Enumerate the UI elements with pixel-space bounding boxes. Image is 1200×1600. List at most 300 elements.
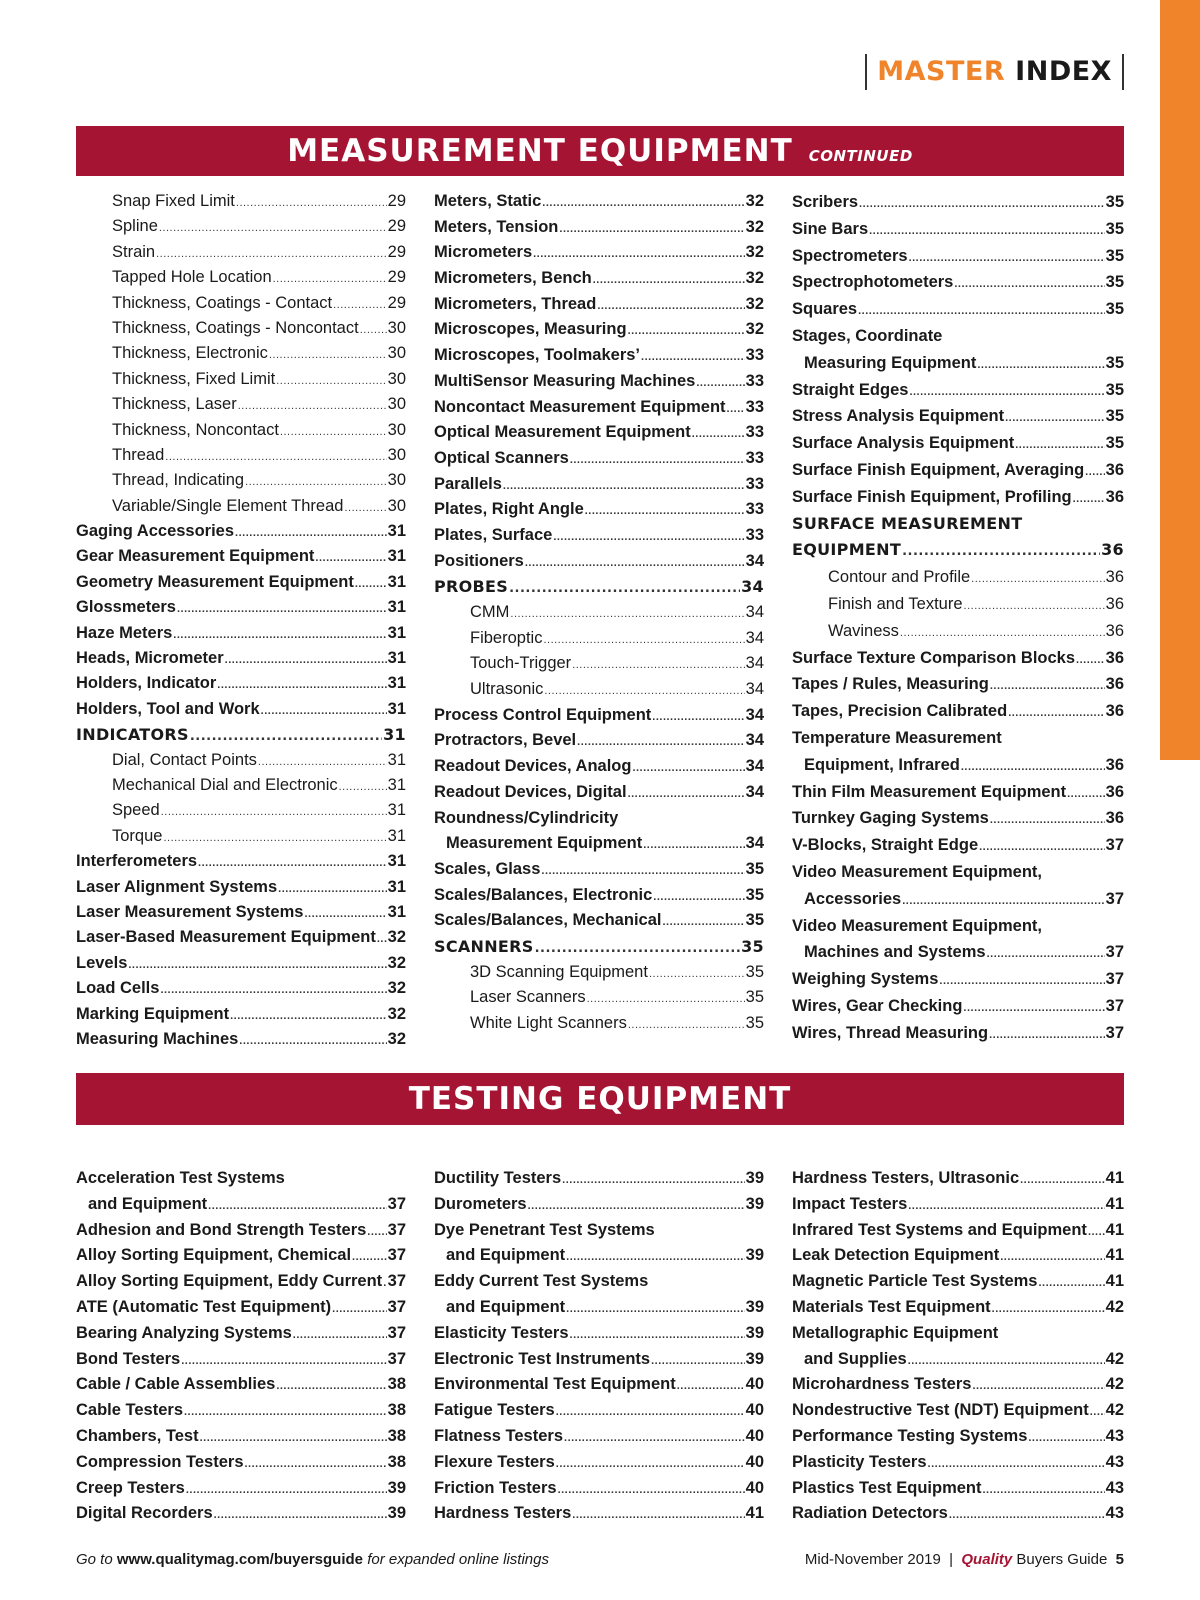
- index-entry: [792, 698, 1124, 725]
- entry-label: Tapes / Rules, Measuring: [792, 675, 989, 694]
- entry-label: Magnetic Particle Test Systems: [792, 1272, 1038, 1291]
- dot-leader: [662, 908, 744, 936]
- dot-leader: [225, 646, 387, 673]
- entry-label: Mechanical Dial and Electronic: [112, 775, 338, 794]
- dot-leader: [333, 291, 387, 318]
- page-ref: 37: [387, 1272, 406, 1291]
- page-ref: 35: [745, 885, 764, 904]
- dot-leader: [159, 214, 387, 241]
- page-ref: 37: [1105, 970, 1124, 989]
- dot-leader: [360, 316, 387, 343]
- index-entry: [76, 1269, 406, 1295]
- dot-leader: [1038, 1269, 1104, 1297]
- page-ref: 41: [1105, 1169, 1124, 1187]
- entry-label: Chambers, Test: [76, 1426, 199, 1445]
- page-ref: 42: [1105, 1401, 1124, 1420]
- entry-label: Measurement Equipment: [446, 834, 643, 853]
- page-ref: 41: [745, 1504, 764, 1523]
- index-entry: [76, 1002, 406, 1027]
- index-entry: [76, 646, 406, 671]
- index-entry: [792, 1398, 1124, 1424]
- dot-leader: [1000, 1243, 1104, 1271]
- entry-label: Video Measurement Equipment,: [792, 862, 1042, 881]
- dot-leader: [869, 216, 1105, 245]
- index-entry: [434, 754, 764, 780]
- page-ref: 36: [1105, 782, 1124, 801]
- entry-label: Protractors, Bevel: [434, 731, 577, 750]
- index-subentry: [76, 265, 406, 290]
- entry-label: Weighing Systems: [792, 970, 939, 989]
- dot-leader: [566, 1295, 744, 1323]
- page-ref: 37: [387, 1194, 406, 1213]
- index-entry: [76, 1347, 406, 1373]
- page-ref: 34: [745, 628, 764, 647]
- measurement-column-2: [434, 189, 764, 1037]
- page-ref: 30: [387, 496, 406, 515]
- dot-leader: [198, 849, 387, 876]
- index-subentry: [76, 798, 406, 823]
- index-entry-line: [434, 1269, 764, 1295]
- dot-leader: [543, 626, 744, 654]
- entry-label: Waviness: [828, 621, 899, 640]
- index-entry: [76, 925, 406, 950]
- index-subentry: [76, 392, 406, 417]
- index-entry: [434, 266, 764, 292]
- index-entry: [434, 292, 764, 318]
- dot-leader: [558, 1476, 745, 1504]
- page-ref: 36: [1105, 648, 1124, 667]
- dot-leader: [858, 296, 1105, 325]
- testing-section-title: TESTING EQUIPMENT: [408, 1081, 792, 1117]
- page-ref: 31: [387, 775, 406, 794]
- dot-leader: [245, 468, 387, 495]
- index-entry: [434, 1192, 764, 1218]
- dot-leader: [556, 1398, 745, 1426]
- index-entry-line: [792, 725, 1124, 752]
- page-ref: 31: [387, 623, 406, 642]
- index-entry: [434, 240, 764, 266]
- page-ref: 34: [745, 680, 764, 699]
- index-entry: [76, 1476, 406, 1502]
- dot-leader: [632, 754, 744, 782]
- index-subentry: [792, 618, 1124, 645]
- page-ref: 39: [387, 1504, 406, 1523]
- page-ref: 35: [1105, 407, 1124, 426]
- entry-label: Parallels: [434, 474, 502, 493]
- entry-label: Optical Scanners: [434, 448, 569, 467]
- dot-leader: [902, 886, 1104, 915]
- page-ref: 31: [387, 699, 406, 718]
- entry-label: Optical Measurement Equipment: [434, 423, 691, 442]
- entry-label: Fiberoptic: [470, 628, 543, 647]
- entry-label: Bearing Analyzing Systems: [76, 1323, 292, 1342]
- page-ref: 31: [387, 674, 406, 693]
- index-entry: [76, 1295, 406, 1321]
- dot-leader: [593, 266, 745, 294]
- dot-leader: [1005, 403, 1105, 432]
- dot-leader: [339, 773, 387, 800]
- orange-edge-tab: [1160, 0, 1200, 760]
- entry-label: Plates, Surface: [434, 525, 553, 544]
- dot-leader: [367, 1218, 386, 1246]
- entry-label: Microhardness Testers: [792, 1375, 972, 1394]
- entry-label: Holders, Tool and Work: [76, 699, 260, 718]
- page-ref: 32: [745, 243, 764, 262]
- dot-leader: [156, 240, 387, 267]
- page-ref: 35: [745, 859, 764, 878]
- dot-leader: [908, 1192, 1104, 1220]
- index-entry-continued: [792, 350, 1124, 377]
- index-entry: [792, 671, 1124, 698]
- page-ref: 33: [745, 346, 764, 365]
- entry-label: Scribers: [792, 193, 859, 211]
- entry-label: Stress Analysis Equipment: [792, 407, 1005, 426]
- footer-go-to: Go to: [76, 1551, 117, 1568]
- dot-leader: [230, 1002, 387, 1029]
- page-ref: 42: [1105, 1297, 1124, 1316]
- dot-leader: [585, 497, 745, 525]
- index-entry: [76, 621, 406, 646]
- page-ref: 34: [745, 551, 764, 570]
- entry-label: Wires, Gear Checking: [792, 996, 963, 1015]
- page-ref: 35: [1105, 353, 1124, 372]
- dot-leader: [214, 1501, 387, 1529]
- page-ref: 39: [745, 1169, 764, 1187]
- dot-leader: [315, 544, 386, 571]
- entry-label: Machines and Systems: [804, 943, 986, 962]
- dot-leader: [377, 925, 387, 952]
- page-ref: 32: [745, 217, 764, 236]
- entry-label: Process Control Equipment: [434, 705, 652, 724]
- entry-label: Roundness/Cylindricity: [434, 808, 619, 827]
- page-ref: 32: [387, 979, 406, 998]
- dot-leader: [236, 189, 387, 216]
- dot-leader: [1028, 1424, 1104, 1452]
- dot-leader: [542, 189, 744, 217]
- page-ref: 30: [387, 395, 406, 414]
- dot-leader: [238, 392, 387, 419]
- index-entry-continued: [792, 752, 1124, 779]
- entry-label: Thickness, Noncontact: [112, 420, 279, 439]
- entry-label: Thin Film Measurement Equipment: [792, 782, 1067, 801]
- page-ref: 30: [387, 445, 406, 464]
- dot-leader: [652, 703, 744, 731]
- dot-leader: [355, 570, 387, 597]
- master-word: MASTER: [877, 56, 1006, 87]
- entry-label: Thickness, Electronic: [112, 344, 268, 363]
- index-entry: [76, 544, 406, 569]
- dot-leader: [649, 960, 745, 988]
- dot-leader: [564, 1424, 745, 1452]
- page-ref: 37: [1105, 836, 1124, 855]
- entry-label: and Supplies: [804, 1349, 907, 1368]
- entry-label: Microscopes, Measuring: [434, 320, 627, 339]
- dot-leader: [181, 1347, 386, 1375]
- index-entry-line: [792, 323, 1124, 350]
- entry-label: SCANNERS: [434, 936, 534, 956]
- dot-leader: [163, 824, 386, 851]
- entry-label: Meters, Tension: [434, 217, 559, 236]
- entry-label: Durometers: [434, 1194, 527, 1213]
- index-entry: [792, 377, 1124, 404]
- entry-label: Elasticity Testers: [434, 1323, 569, 1342]
- page-ref: 36: [1105, 621, 1124, 640]
- entry-label: Impact Testers: [792, 1194, 908, 1213]
- dot-leader: [503, 472, 745, 500]
- dot-leader: [992, 1295, 1105, 1323]
- entry-label: Interferometers: [76, 852, 198, 871]
- page-ref: 36: [1105, 568, 1124, 587]
- entry-label: Flexure Testers: [434, 1452, 555, 1471]
- entry-label: Heads, Micrometer: [76, 649, 224, 668]
- footer-date: Mid-November 2019: [804, 1551, 941, 1568]
- entry-label: Thickness, Laser: [112, 395, 237, 414]
- entry-label: Plates, Right Angle: [434, 500, 584, 519]
- dot-leader: [572, 1501, 744, 1529]
- entry-label: Gaging Accessories: [76, 522, 235, 541]
- entry-label: Leak Detection Equipment: [792, 1246, 1000, 1265]
- index-entry-line: [792, 859, 1124, 886]
- dot-leader: [628, 317, 745, 345]
- page-ref: 33: [745, 397, 764, 416]
- dot-leader: [541, 857, 744, 885]
- page-ref: 39: [745, 1323, 764, 1342]
- dot-leader: [1088, 1218, 1105, 1246]
- index-entry-continued: [76, 1192, 406, 1218]
- index-category: [434, 574, 764, 600]
- page-ref: 39: [745, 1246, 764, 1265]
- page-ref: 31: [387, 547, 406, 566]
- entry-label: Hardness Testers, Ultrasonic: [792, 1169, 1020, 1187]
- dot-leader: [902, 537, 1100, 566]
- page-ref: 38: [387, 1375, 406, 1394]
- dot-leader: [964, 591, 1105, 620]
- index-category: [76, 722, 406, 747]
- dot-leader: [727, 395, 745, 423]
- dot-leader: [653, 883, 744, 911]
- page-ref: 37: [1105, 1023, 1124, 1042]
- entry-label: Scales, Glass: [434, 859, 541, 878]
- page-ref: 29: [387, 268, 406, 287]
- index-subentry: [76, 773, 406, 798]
- entry-label: Spline: [112, 217, 158, 236]
- dot-leader: [909, 243, 1105, 272]
- index-entry: [792, 296, 1124, 323]
- page-ref: 31: [387, 877, 406, 896]
- index-entry-continued: [792, 939, 1124, 966]
- dot-leader: [273, 265, 387, 292]
- entry-label: 3D Scanning Equipment: [470, 962, 648, 981]
- index-entry: [76, 1218, 406, 1244]
- index-entry: [76, 1243, 406, 1269]
- page-ref: 34: [745, 834, 764, 853]
- entry-label: Haze Meters: [76, 623, 173, 642]
- dot-leader: [1008, 698, 1104, 727]
- page-ref: 31: [387, 522, 406, 541]
- page-ref: 40: [745, 1452, 764, 1471]
- dot-leader: [352, 1243, 387, 1271]
- entry-label: Squares: [792, 300, 858, 319]
- page-ref: 31: [387, 750, 406, 769]
- index-entry: [434, 549, 764, 575]
- index-category: [434, 934, 764, 960]
- entry-label: Ultrasonic: [470, 680, 544, 699]
- page-ref: 41: [1105, 1220, 1124, 1239]
- page-ref: 41: [1105, 1246, 1124, 1265]
- index-subentry: [76, 468, 406, 493]
- page-ref: 36: [1105, 460, 1124, 479]
- entry-label: Straight Edges: [792, 380, 909, 399]
- page-ref: 43: [1105, 1426, 1124, 1445]
- entry-label: Stages, Coordinate: [792, 326, 943, 345]
- page-ref: 32: [745, 192, 764, 210]
- entry-label: Micrometers: [434, 243, 533, 262]
- page-ref: 30: [387, 420, 406, 439]
- page-ref: 36: [1101, 540, 1124, 560]
- footer-left: [76, 1551, 549, 1568]
- page-ref: 35: [1105, 246, 1124, 265]
- dot-leader: [990, 671, 1105, 700]
- dot-leader: [628, 780, 745, 808]
- page-ref: 33: [745, 423, 764, 442]
- index-entry: [434, 1166, 764, 1192]
- dot-leader: [559, 215, 744, 243]
- entry-label: Readout Devices, Digital: [434, 782, 627, 801]
- entry-label: Meters, Static: [434, 192, 542, 210]
- entry-label: Touch-Trigger: [470, 654, 572, 673]
- entry-label: and Equipment: [88, 1194, 208, 1213]
- index-entry: [792, 269, 1124, 296]
- dot-leader: [990, 805, 1105, 834]
- dot-leader: [165, 443, 386, 470]
- dot-leader: [1015, 430, 1104, 459]
- page-ref: 30: [387, 318, 406, 337]
- index-entry: [434, 497, 764, 523]
- index-entry-line: [792, 1321, 1124, 1347]
- footer-url-link[interactable]: www.qualitymag.com/buyersguide: [116, 1551, 364, 1568]
- index-entry: [434, 317, 764, 343]
- page-ref: 29: [387, 217, 406, 236]
- index-entry: [434, 883, 764, 909]
- index-entry: [76, 1321, 406, 1347]
- dot-leader: [344, 494, 386, 521]
- page-ref: 34: [741, 577, 764, 597]
- dot-leader: [556, 1450, 745, 1478]
- entry-label: Contour and Profile: [828, 568, 971, 587]
- page-ref: 37: [387, 1246, 406, 1265]
- entry-label: Tapped Hole Location: [112, 268, 272, 287]
- entry-label: Adhesion and Bond Strength Testers: [76, 1220, 367, 1239]
- entry-label: Surface Analysis Equipment: [792, 434, 1015, 453]
- dot-leader: [258, 748, 387, 775]
- entry-label: Wires, Thread Measuring: [792, 1023, 989, 1042]
- entry-label: Spectrometers: [792, 246, 908, 265]
- dot-leader: [509, 574, 740, 602]
- index-entry: [76, 1424, 406, 1450]
- dot-leader: [304, 900, 386, 927]
- page-ref: 37: [1105, 996, 1124, 1015]
- index-entry-continued: [792, 886, 1124, 913]
- dot-leader: [528, 1192, 745, 1220]
- index-entry: [792, 403, 1124, 430]
- dot-leader: [190, 722, 382, 749]
- entry-label: and Equipment: [446, 1297, 566, 1316]
- page-ref: 34: [745, 603, 764, 621]
- dot-leader: [510, 600, 744, 628]
- page-ref: 31: [387, 902, 406, 921]
- dot-leader: [570, 446, 745, 474]
- page-ref: 29: [387, 242, 406, 261]
- entry-label: EQUIPMENT: [792, 540, 902, 560]
- page-number: 5: [1115, 1551, 1124, 1568]
- dot-leader: [276, 1372, 386, 1400]
- index-subentry: [434, 651, 764, 677]
- page-ref: 35: [745, 1014, 764, 1032]
- continued-label: CONTINUED: [808, 147, 913, 165]
- page-ref: 33: [745, 474, 764, 493]
- index-subentry: [76, 748, 406, 773]
- index-entry: [434, 446, 764, 472]
- page-ref: 30: [387, 344, 406, 363]
- index-category: [792, 537, 1124, 564]
- dot-leader: [928, 1450, 1105, 1478]
- index-entry: [76, 900, 406, 925]
- dot-leader: [235, 519, 387, 546]
- entry-label: Dye Penetrant Test Systems: [434, 1220, 655, 1239]
- index-entry: [792, 216, 1124, 243]
- index-entry-continued: [792, 1347, 1124, 1373]
- dot-leader: [954, 269, 1104, 298]
- dot-leader: [177, 595, 387, 622]
- page-ref: 32: [387, 928, 406, 947]
- dot-leader: [939, 966, 1104, 995]
- entry-label: Video Measurement Equipment,: [792, 916, 1042, 935]
- entry-label: Infrared Test Systems and Equipment: [792, 1220, 1087, 1239]
- page-ref: 33: [745, 371, 764, 390]
- dot-leader: [643, 831, 744, 859]
- dot-leader: [261, 697, 387, 724]
- page-ref: 34: [745, 731, 764, 750]
- page-ref: 37: [1105, 943, 1124, 962]
- page-ref: 35: [745, 911, 764, 930]
- dot-leader: [562, 1166, 744, 1194]
- index-entry: [434, 857, 764, 883]
- entry-label: SURFACE MEASUREMENT: [792, 513, 1023, 533]
- measurement-column-1: [76, 189, 406, 1052]
- entry-label: Thread, Indicating: [112, 471, 245, 490]
- dot-leader: [173, 621, 386, 648]
- index-entry-continued: [434, 831, 764, 857]
- page-ref: 34: [745, 757, 764, 776]
- dot-leader: [989, 1020, 1105, 1049]
- page-ref: 35: [1105, 219, 1124, 238]
- index-entry: [792, 1372, 1124, 1398]
- dot-leader: [908, 1347, 1105, 1375]
- page-ref: 31: [387, 801, 406, 820]
- entry-label: Plasticity Testers: [792, 1452, 927, 1471]
- entry-label: Thickness, Coatings - Contact: [112, 293, 333, 312]
- entry-label: Load Cells: [76, 979, 160, 998]
- page-ref: 40: [745, 1478, 764, 1497]
- dot-leader: [239, 1027, 386, 1054]
- index-entry: [434, 420, 764, 446]
- index-entry: [434, 728, 764, 754]
- page-ref: 31: [387, 572, 406, 591]
- entry-label: Spectrophotometers: [792, 273, 954, 292]
- dot-leader: [332, 1295, 387, 1323]
- index-subentry: [76, 189, 406, 214]
- measurement-section-header: [76, 126, 1124, 176]
